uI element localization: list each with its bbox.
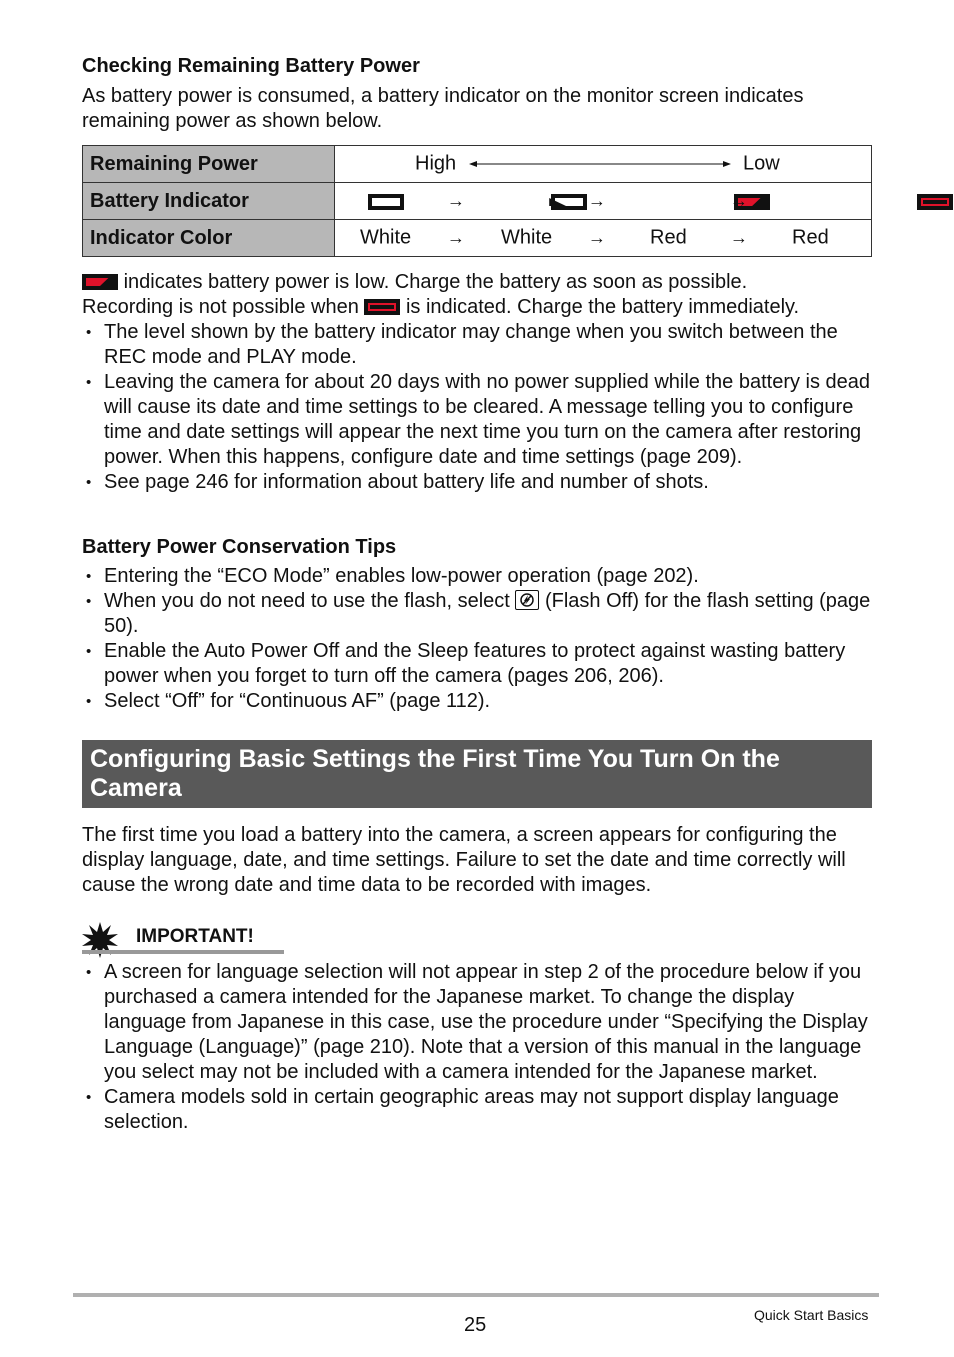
indicator-color-cell	[335, 220, 872, 257]
low-label: Low	[743, 152, 780, 175]
important-rule	[82, 950, 284, 954]
color-value: White	[360, 226, 412, 249]
arrow-icon: →	[588, 190, 606, 211]
section-heading-battery: Checking Remaining Battery Power	[82, 55, 420, 77]
note-empty-battery	[82, 295, 872, 320]
list-item: • Enable the Auto Power Off and the Sleep features to protect against wasting battery power when you forget to turn off the camera (pages 206, 206).	[82, 639, 872, 689]
table-row	[83, 146, 872, 183]
arrow-icon: →	[447, 190, 465, 211]
battery-notes-list	[82, 320, 872, 495]
important-list	[82, 960, 872, 1135]
remaining-power-cell	[335, 146, 872, 183]
battery-table	[82, 145, 872, 257]
flash-off-icon	[515, 590, 539, 610]
battery-low-icon	[82, 274, 118, 290]
list-item: • Select “Off” for “Continuous AF” (page 112).	[82, 689, 872, 714]
section-intro-setup: The first time you load a battery into the camera, a screen appears for configuring the display language, date, and time settings. Failure to set the date and time correctly will cause the wrong date and time data to be recorded with images.	[82, 824, 846, 896]
important-label: IMPORTANT!	[136, 926, 254, 947]
tips-list	[82, 564, 872, 714]
note-low-text: indicates battery power is low. Charge the battery as soon as possible.	[123, 271, 748, 293]
section-intro-battery: As battery power is consumed, a battery indicator on the monitor screen indicates remaining power as shown below.	[82, 85, 804, 132]
note-empty-prefix: Recording is not possible when	[82, 296, 359, 318]
footer-rule	[73, 1293, 879, 1297]
footer-section-label: Quick Start Basics	[754, 1307, 869, 1323]
row-label-indicator-color: Indicator Color	[83, 220, 335, 257]
list-item: • Camera models sold in certain geographic areas may not support display language selection.	[82, 1085, 872, 1135]
tip-flash-prefix: When you do not need to use the flash, select	[104, 590, 510, 612]
battery-empty-icon	[364, 299, 400, 315]
note-empty-suffix: is indicated. Charge the battery immediately.	[405, 296, 800, 318]
battery-half-icon	[551, 194, 587, 210]
battery-full-icon	[368, 194, 404, 210]
table-row	[83, 183, 872, 220]
color-value: White	[501, 226, 553, 249]
color-value: Red	[792, 226, 829, 249]
list-item: • A screen for language selection will not appear in step 2 of the procedure below if you purchased a camera intended for the Japanese market. To change the display language from Japanese in this case, use the procedure under “Specifying the Display Language (Language)” (page 210). Note that a version of this manual in the language you select may not be included with a camera intended for the Japanese market.	[82, 960, 872, 1085]
arrow-icon: →	[730, 190, 748, 211]
table-row	[83, 220, 872, 257]
section-heading-tips: Battery Power Conservation Tips	[82, 536, 397, 558]
color-value: Red	[650, 226, 687, 249]
arrow-icon: →	[730, 227, 748, 248]
list-item	[82, 589, 872, 639]
list-item: • Leaving the camera for about 20 days with no power supplied while the battery is dead will cause its date and time settings to be cleared. A message telling you to configure time and date settings will appear the next time you turn on the camera after restoring power. When this happens, configure date and time settings (page 209).	[82, 370, 872, 470]
page-number: 25	[464, 1314, 487, 1336]
list-item: • Entering the “ECO Mode” enables low-power operation (page 202).	[82, 564, 872, 589]
row-label-remaining-power: Remaining Power	[83, 146, 335, 183]
list-item: • The level shown by the battery indicator may change when you switch between the REC mode and PLAY mode.	[82, 320, 872, 370]
list-item: • See page 246 for information about battery life and number of shots.	[82, 470, 872, 495]
section-title-bar: Configuring Basic Settings the First Time You Turn On the Camera	[82, 740, 872, 808]
arrow-icon: →	[447, 227, 465, 248]
battery-empty-icon	[917, 194, 953, 210]
battery-indicator-cell	[335, 183, 872, 220]
important-callout	[82, 922, 284, 958]
arrow-icon: →	[588, 227, 606, 248]
note-low-battery	[82, 270, 872, 295]
high-label: High	[415, 152, 457, 175]
tip-flash-suffix: (Flash Off) for the flash setting (page 50).	[104, 590, 871, 637]
double-arrow-icon	[469, 159, 731, 169]
row-label-battery-indicator: Battery Indicator	[83, 183, 335, 220]
